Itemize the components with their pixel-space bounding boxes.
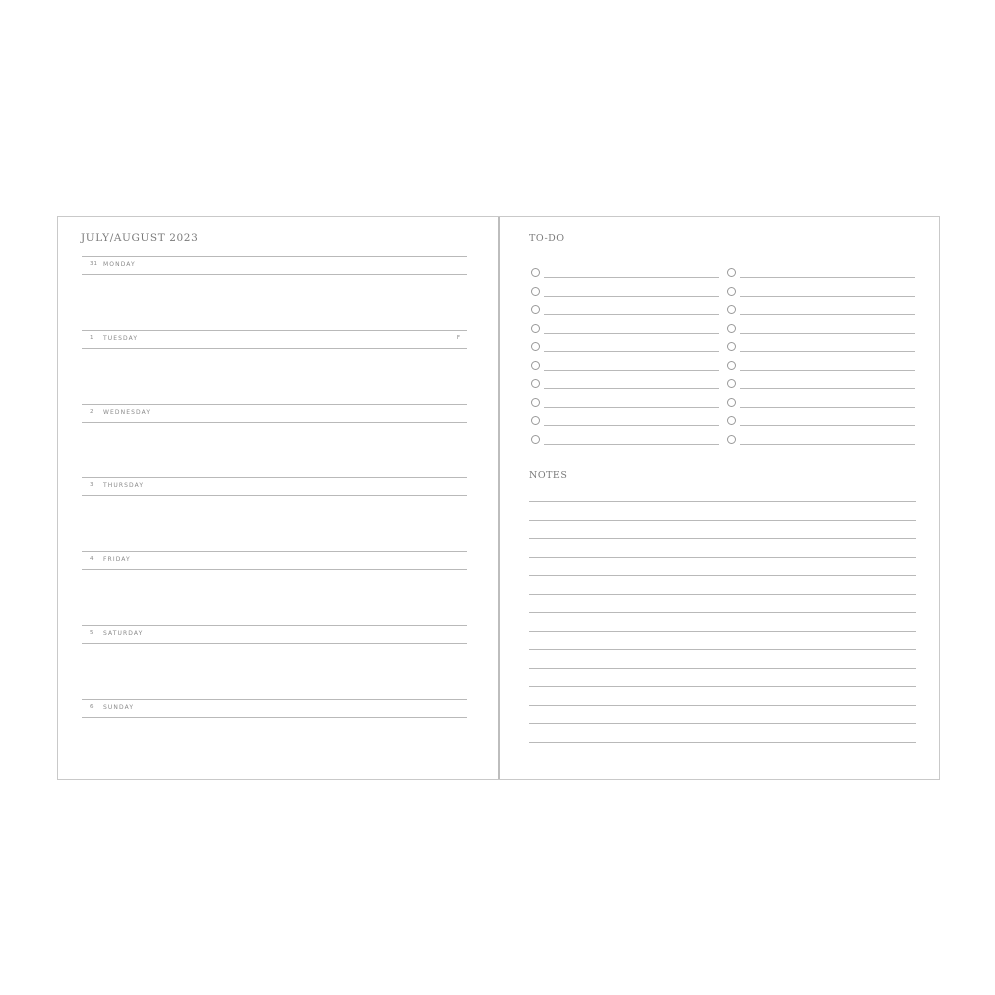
checkbox-circle-icon[interactable] xyxy=(531,361,540,370)
day-name: TUESDAY xyxy=(103,334,139,342)
notes-line[interactable] xyxy=(529,668,916,669)
todo-write-line[interactable] xyxy=(544,444,719,445)
day-number: 6 xyxy=(90,703,94,710)
checkbox-circle-icon[interactable] xyxy=(531,398,540,407)
checkbox-circle-icon[interactable] xyxy=(531,342,540,351)
checkbox-circle-icon[interactable] xyxy=(727,305,736,314)
day-row[interactable] xyxy=(82,256,467,275)
checkbox-circle-icon[interactable] xyxy=(727,398,736,407)
todo-write-line[interactable] xyxy=(544,314,719,315)
checkbox-circle-icon[interactable] xyxy=(531,379,540,388)
todo-write-line[interactable] xyxy=(740,388,915,389)
month-title: JULY/AUGUST 2023 xyxy=(81,232,199,244)
day-row[interactable] xyxy=(82,404,467,423)
checkbox-circle-icon[interactable] xyxy=(727,268,736,277)
day-row[interactable] xyxy=(82,699,467,718)
todo-write-line[interactable] xyxy=(544,388,719,389)
checkbox-circle-icon[interactable] xyxy=(727,379,736,388)
todo-write-line[interactable] xyxy=(740,407,915,408)
checkbox-circle-icon[interactable] xyxy=(531,435,540,444)
day-number: 5 xyxy=(90,630,94,636)
checkbox-circle-icon[interactable] xyxy=(727,361,736,370)
todo-write-line[interactable] xyxy=(544,407,719,408)
notes-line[interactable] xyxy=(529,575,916,576)
checkbox-circle-icon[interactable] xyxy=(531,287,540,296)
notes-line[interactable] xyxy=(529,686,916,687)
checkbox-circle-icon[interactable] xyxy=(531,416,540,425)
todo-write-line[interactable] xyxy=(740,370,915,371)
day-row[interactable] xyxy=(82,551,467,570)
day-number: 31 xyxy=(90,261,97,267)
day-name: SATURDAY xyxy=(103,630,144,637)
checkbox-circle-icon[interactable] xyxy=(531,268,540,277)
todo-write-line[interactable] xyxy=(544,296,719,297)
notes-line[interactable] xyxy=(529,649,916,650)
notes-line[interactable] xyxy=(529,538,916,539)
day-marker: F xyxy=(456,334,460,341)
day-number: 2 xyxy=(90,408,94,415)
todo-write-line[interactable] xyxy=(544,333,719,334)
todo-write-line[interactable] xyxy=(544,351,719,352)
notes-line[interactable] xyxy=(529,594,916,595)
checkbox-circle-icon[interactable] xyxy=(727,287,736,296)
day-number: 1 xyxy=(90,334,94,341)
notes-line[interactable] xyxy=(529,723,916,724)
notes-line[interactable] xyxy=(529,557,916,558)
notes-line[interactable] xyxy=(529,705,916,706)
notes-line[interactable] xyxy=(529,501,916,502)
day-name: SUNDAY xyxy=(103,703,135,711)
day-row[interactable] xyxy=(82,330,467,349)
todo-title: TO-DO xyxy=(529,233,565,244)
todo-write-line[interactable] xyxy=(544,425,719,426)
todo-write-line[interactable] xyxy=(740,296,915,297)
day-number: 3 xyxy=(90,482,94,489)
notes-line[interactable] xyxy=(529,520,916,521)
checkbox-circle-icon[interactable] xyxy=(727,324,736,333)
center-gutter xyxy=(498,217,500,779)
notes-line[interactable] xyxy=(529,742,916,743)
checkbox-circle-icon[interactable] xyxy=(531,324,540,333)
checkbox-circle-icon[interactable] xyxy=(727,435,736,444)
planner-spread xyxy=(57,216,940,780)
day-name: WEDNESDAY xyxy=(103,408,152,416)
day-row[interactable] xyxy=(82,625,467,644)
day-number: 4 xyxy=(90,556,94,563)
todo-write-line[interactable] xyxy=(740,333,915,334)
notes-line[interactable] xyxy=(529,612,916,613)
day-row[interactable] xyxy=(82,477,467,496)
todo-write-line[interactable] xyxy=(544,277,719,278)
day-name: MONDAY xyxy=(103,261,136,268)
todo-write-line[interactable] xyxy=(740,444,915,445)
todo-write-line[interactable] xyxy=(740,277,915,278)
checkbox-circle-icon[interactable] xyxy=(727,416,736,425)
checkbox-circle-icon[interactable] xyxy=(531,305,540,314)
day-name: FRIDAY xyxy=(103,556,131,564)
todo-write-line[interactable] xyxy=(544,370,719,371)
checkbox-circle-icon[interactable] xyxy=(727,342,736,351)
day-name: THURSDAY xyxy=(103,482,145,490)
todo-write-line[interactable] xyxy=(740,314,915,315)
notes-line[interactable] xyxy=(529,631,916,632)
notes-title: NOTES xyxy=(529,470,568,481)
todo-write-line[interactable] xyxy=(740,425,915,426)
todo-write-line[interactable] xyxy=(740,351,915,352)
